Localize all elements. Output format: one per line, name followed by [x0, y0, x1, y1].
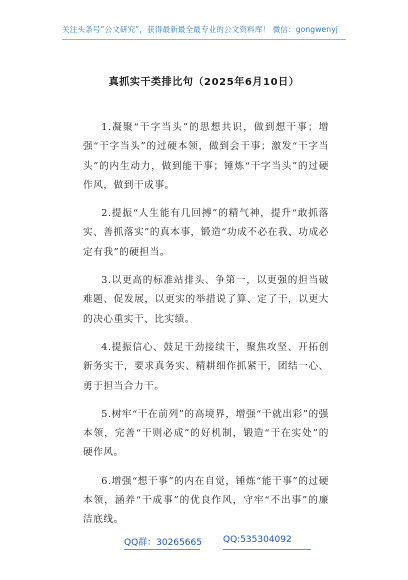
- qq-contact-link[interactable]: QQ:535304092: [223, 535, 292, 545]
- paragraph-5: 5.树牢“干在前列”的高境界，增强“干就出彩”的强本领，完善“干则必成”的好机制，锻造“干在实处”的硬作风。: [83, 408, 329, 459]
- page-header: [0, 0, 408, 42]
- paragraph-6: 6.增强“想干事”的内在自觉，锤炼“能干事”的过硬本领，涵养“干成事”的优良作风，守牢“不出事”的廉洁底线。: [83, 475, 329, 526]
- header-divider: [62, 39, 346, 40]
- document-body: [83, 118, 329, 539]
- qq-group-link[interactable]: QQ群：30265665: [124, 538, 202, 548]
- document-title: 真抓实干类排比句（2025年6月10日）: [108, 77, 300, 88]
- qq-contact-underline: [223, 549, 311, 550]
- paragraph-2: 2.提振“人生能有几回搏”的精气神，提升“敢抓落实、善抓落实”的真本事，锻造“功成不必在我、功成必定有我”的硬担当。: [83, 208, 329, 258]
- qq-group-underline: [124, 549, 200, 550]
- header-promo-text: 关注头条号“公文研究”，获得最新最全最专业的公文资料库！ 微信：gongwenyj: [62, 25, 338, 34]
- paragraph-1: 1.凝聚“干字当头”的思想共识，做到想干事；增强“干字当头”的过硬本领，做到会干事；激发“干字当头”的内生动力，做到能干事；锤炼“干字当头”的过硬作风，做到干成事。: [83, 122, 329, 191]
- paragraph-4: 4.提振信心、鼓足干劲接续干，聚焦攻坚、开拓创新务实干，要求真务实、精耕细作抓紧干，团结一心、勇于担当合力干。: [83, 341, 329, 392]
- paragraph-3: 3.以更高的标准站排头、争第一，以更强的担当破难题、促发展，以更实的举措说了算、定了干，以更大的决心重实干、比实绩。: [83, 275, 329, 325]
- page-footer: [0, 532, 408, 552]
